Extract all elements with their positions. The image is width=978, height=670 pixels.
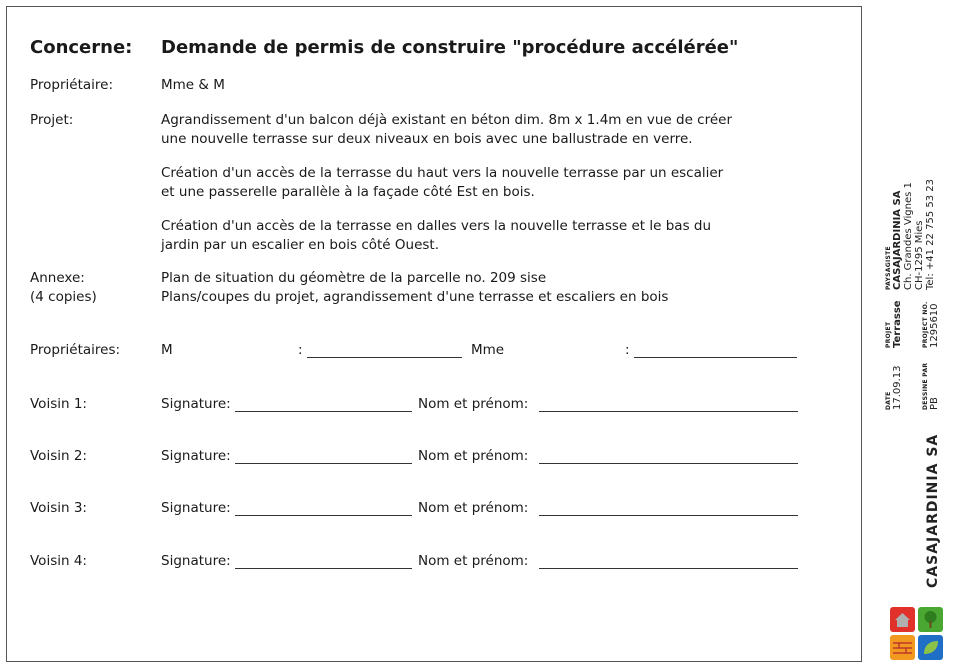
proprietaires-m: M (161, 342, 173, 358)
dessine-block (922, 363, 940, 410)
projet-value: Terrasse (892, 300, 903, 348)
concerne-value: Demande de permis de construire "procédure accélérée" (161, 37, 739, 58)
dessine-caption: DESSINE PAR (922, 362, 929, 410)
projet-label: Projet: (30, 112, 74, 128)
signature-line[interactable] (235, 398, 412, 412)
concerne-label: Concerne: (30, 37, 133, 58)
project-no-caption: PROJECT NO. (922, 301, 929, 348)
nom-label: Nom et prénom: (418, 396, 529, 412)
signature-line[interactable] (235, 450, 412, 464)
company-tel: Tel: +41 22 755 53 23 (925, 179, 936, 290)
projet-caption: PROJET (885, 321, 892, 348)
signature-line[interactable] (235, 502, 412, 516)
nom-line[interactable] (539, 398, 798, 412)
logo-brick-icon (890, 635, 915, 660)
paysagiste-caption: PAYSAGISTE (885, 246, 892, 290)
voisin-label: Voisin 1: (30, 396, 87, 412)
projet-line: une nouvelle terrasse sur deux niveaux en bois avec une ballustrade en verre. (161, 131, 693, 147)
voisin-label: Voisin 4: (30, 553, 87, 569)
projet-paragraph-1 (161, 111, 732, 149)
logo-leaf-icon (918, 635, 943, 660)
signature-label: Signature: (161, 553, 231, 569)
date-caption: DATE (885, 391, 892, 410)
annexe-copies: (4 copies) (30, 289, 97, 305)
colon: : (625, 342, 630, 358)
voisin-label: Voisin 3: (30, 500, 87, 516)
company-logo (890, 607, 944, 661)
signature-label: Signature: (161, 500, 231, 516)
projet-line: Création d'un accès de la terrasse du haut vers la nouvelle terrasse par un escalier (161, 165, 724, 181)
projet-paragraph-2 (161, 164, 723, 202)
proprietaires-mme: Mme (471, 342, 505, 358)
signature-label: Signature: (161, 448, 231, 464)
projet-line: Création d'un accès de la terrasse en dalles vers la nouvelle terrasse et le bas du (161, 218, 712, 234)
nom-label: Nom et prénom: (418, 448, 529, 464)
signature-label: Signature: (161, 396, 231, 412)
annexe-label-block (30, 269, 97, 307)
date-block (885, 365, 903, 410)
nom-line[interactable] (539, 502, 798, 516)
logo-house-icon (890, 607, 915, 632)
proprietaires-label: Propriétaires: (30, 342, 121, 358)
annexe-line: Plans/coupes du projet, agrandissement d'une terrasse et escaliers en bois (161, 289, 669, 305)
project-no-block (922, 301, 940, 348)
voisin-label: Voisin 2: (30, 448, 87, 464)
project-no-value: 1295610 (929, 303, 940, 348)
nom-label: Nom et prénom: (418, 553, 529, 569)
proprietaire-value: Mme & M (161, 77, 225, 93)
proprietaire-mme-signature-line[interactable] (634, 344, 797, 358)
annexe-line: Plan de situation du géomètre de la parcelle no. 209 sise (161, 270, 547, 286)
company-big-name: CASAJARDINIA SA (925, 433, 941, 588)
date-value: 17.09.13 (892, 365, 903, 410)
nom-label: Nom et prénom: (418, 500, 529, 516)
dessine-value: PB (929, 397, 940, 410)
colon: : (298, 342, 303, 358)
projet-line: jardin par un escalier en bois côté Ouest. (161, 237, 440, 253)
paysagiste-block (885, 179, 936, 290)
nom-line[interactable] (539, 555, 798, 569)
annexe-lines (161, 269, 668, 307)
proprietaire-label: Propriétaire: (30, 77, 114, 93)
company-address-1: Ch. Grandes Vignes 1 (903, 182, 914, 290)
company-name: CASAJARDINIA SA (892, 190, 903, 290)
projet-line: et une passerelle parallèle à la façade côté Est en bois. (161, 184, 535, 200)
logo-tree-icon (918, 607, 943, 632)
proprietaire-m-signature-line[interactable] (307, 344, 462, 358)
projet-block (885, 300, 903, 348)
signature-line[interactable] (235, 555, 412, 569)
projet-line: Agrandissement d'un balcon déjà existant en béton dim. 8m x 1.4m en vue de créer (161, 112, 733, 128)
company-address-2: CH-1295 Mies (914, 220, 925, 290)
annexe-label: Annexe: (30, 270, 85, 286)
projet-paragraph-3 (161, 217, 711, 255)
nom-line[interactable] (539, 450, 798, 464)
